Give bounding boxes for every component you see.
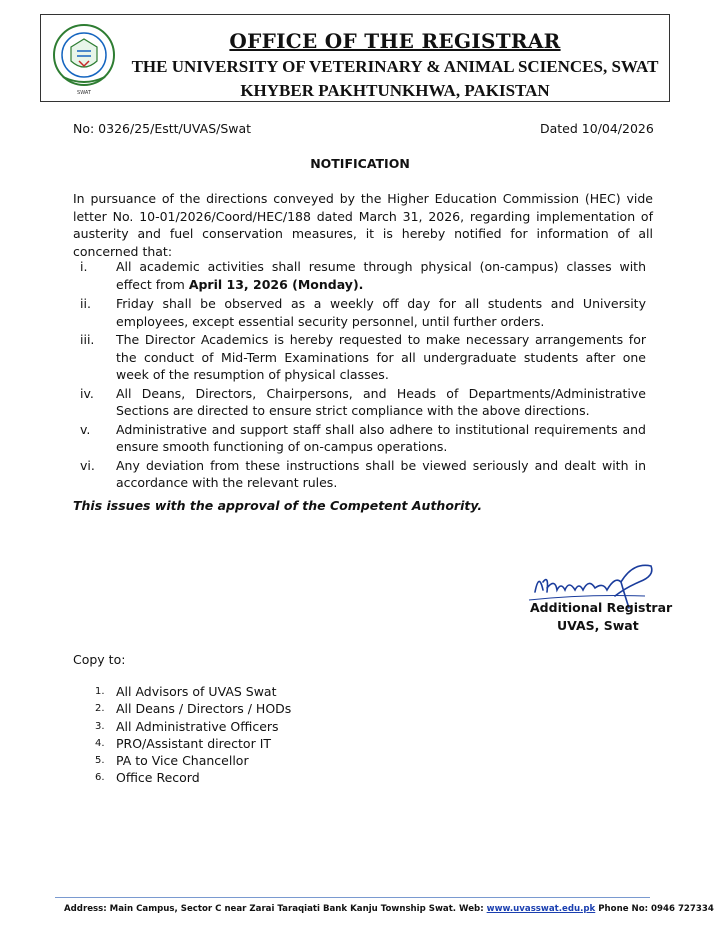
university-location: KHYBER PAKHTUNKHWA, PAKISTAN	[240, 81, 550, 100]
list-number: i.	[80, 259, 88, 274]
list-text: Office Record	[116, 770, 200, 786]
copy-to-list	[0, 684, 720, 788]
footer-address-text: Address: Main Campus, Sector C near Zarai Taraqiati Bank Kanju Township Swat. Web:	[64, 904, 487, 914]
intro-paragraph: In pursuance of the directions conveyed by the Higher Education Commission (HEC) vide letter No. 10-01/2026/Coord/HEC/188 dated March 31, 2026, regarding implementation of austerity and fuel conservation measures, it is hereby notified for information of all concerned that:	[73, 191, 653, 259]
list-item	[0, 719, 720, 736]
website-link[interactable]: www.uvasswat.edu.pk	[486, 904, 596, 914]
list-item	[0, 385, 720, 420]
list-text: PA to Vice Chancellor	[116, 753, 249, 769]
list-item	[0, 258, 720, 293]
footer-address	[64, 904, 714, 914]
list-text: The Director Academics is hereby requested to make necessary arrangements for the conduct of Mid-Term Examinations for all undergraduate students after one week of the resumption of physical classes.	[116, 332, 646, 382]
list-number: iv.	[80, 385, 94, 401]
list-text: Administrative and support staff shall also adhere to institutional requirements and ensure smooth functioning of on-campus operations.	[116, 421, 646, 454]
list-number: 4.	[95, 737, 105, 749]
list-text: All academic activities shall resume through physical (on-campus) classes with effect from	[116, 259, 646, 292]
logo-text: SWAT	[77, 90, 91, 96]
list-number: 1.	[95, 686, 105, 697]
signatory-title: Additional Registrar	[530, 600, 673, 615]
list-text: All Advisors of UVAS Swat	[116, 684, 277, 699]
list-item	[0, 331, 720, 384]
list-item	[0, 457, 720, 492]
list-number: iii.	[80, 332, 95, 347]
list-item	[0, 701, 720, 718]
list-item	[0, 295, 720, 330]
list-number: ii.	[80, 296, 91, 311]
list-text-bold: April 13, 2026 (Monday).	[188, 276, 364, 292]
list-number: 3.	[95, 720, 105, 732]
list-item	[0, 736, 720, 753]
signatory-org: UVAS, Swat	[557, 618, 639, 633]
university-name: THE UNIVERSITY OF VETERINARY & ANIMAL SCIENCES, SWAT	[131, 57, 659, 76]
issue-date: Dated 10/04/2026	[540, 121, 654, 136]
list-number: 6.	[95, 772, 105, 784]
footer-phone: Phone No: 0946 727334	[595, 904, 714, 914]
list-number: vi.	[80, 457, 95, 473]
list-text: Any deviation from these instructions shall be viewed seriously and dealt with in accordance with the relevant rules.	[116, 457, 646, 490]
list-number: 5.	[95, 755, 105, 767]
letterhead	[40, 14, 670, 102]
directions-list	[0, 258, 720, 492]
list-number: 2.	[95, 703, 105, 715]
approval-statement: This issues with the approval of the Competent Authority.	[73, 498, 483, 513]
list-item	[0, 770, 720, 787]
notification-heading: NOTIFICATION	[310, 156, 410, 171]
list-text: Friday shall be observed as a weekly off day for all students and University employees, except essential security personnel, until further orders.	[116, 296, 646, 329]
list-text: All Deans, Directors, Chairpersons, and Heads of Departments/Administrative Sections are directed to ensure strict compliance with the above directions.	[116, 385, 646, 418]
list-number: v.	[80, 421, 91, 437]
university-logo	[49, 21, 119, 97]
list-item	[0, 421, 720, 456]
list-text: All Administrative Officers	[116, 718, 279, 734]
list-item	[0, 684, 720, 701]
list-text: PRO/Assistant director IT	[116, 735, 272, 751]
copy-to-label: Copy to:	[73, 652, 126, 667]
reference-number: No: 0326/25/Estt/UVAS/Swat	[73, 121, 252, 136]
footer-divider	[55, 897, 650, 898]
page-title: OFFICE OF THE REGISTRAR	[229, 29, 561, 53]
list-text: All Deans / Directors / HODs	[116, 701, 292, 717]
list-item	[0, 753, 720, 770]
